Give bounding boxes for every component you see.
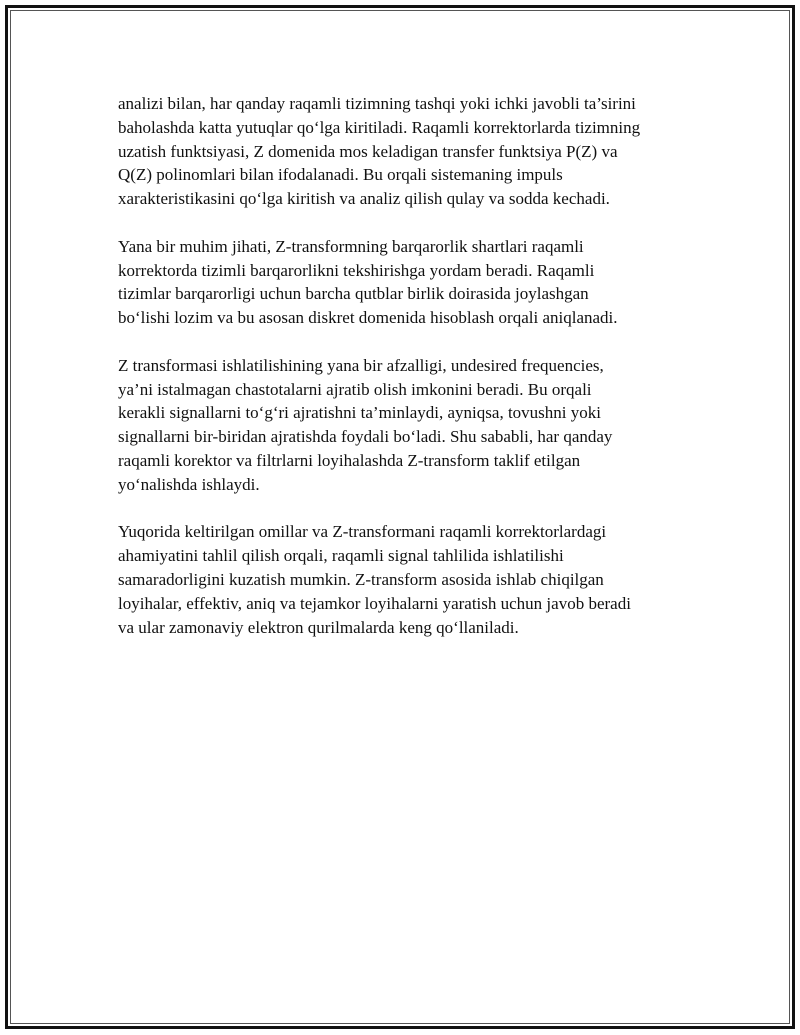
text-line: Q(Z) polinomlari bilan ifodalanadi. Bu orqali sistemaning impuls — [118, 165, 563, 185]
paragraph — [118, 92, 698, 211]
paragraph — [118, 520, 698, 639]
text-line: uzatish funktsiyasi, Z domenida mos keladigan transfer funktsiya P(Z) va — [118, 141, 618, 161]
text-line: Yuqorida keltirilgan omillar va Z-transformani raqamli korrektorlardagi — [118, 522, 607, 542]
text-line: va ular zamonaviy elektron qurilmalarda keng qo‘llaniladi. — [118, 617, 519, 637]
text-line: xarakteristikasini qo‘lga kiritish va analiz qilish qulay va sodda kechadi. — [118, 189, 610, 209]
text-line: ahamiyatini tahlil qilish orqali, raqamli signal tahlilida ishlatilishi — [118, 546, 564, 566]
text-line: Yana bir muhim jihati, Z-transformning barqarorlik shartlari raqamli — [118, 236, 584, 256]
text-line: samaradorligini kuzatish mumkin. Z-transform asosida ishlab chiqilgan — [118, 569, 604, 589]
text-line: ya’ni istalmagan chastotalarni ajratib olish imkonini beradi. Bu orqali — [118, 379, 592, 399]
document-body — [118, 92, 698, 663]
text-line: yo‘nalishda ishlaydi. — [118, 474, 260, 494]
text-line: tizimlar barqarorligi uchun barcha qutblar birlik doirasida joylashgan — [118, 284, 589, 304]
text-line: kerakli signallarni to‘g‘ri ajratishni ta’minlaydi, ayniqsa, tovushni yoki — [118, 403, 601, 423]
text-line: bo‘lishi lozim va bu asosan diskret domenida hisoblash orqali aniqlanadi. — [118, 308, 618, 328]
text-line: signallarni bir-biridan ajratishda foydali bo‘ladi. Shu sababli, har qanday — [118, 427, 613, 447]
text-line: analizi bilan, har qanday raqamli tizimning tashqi yoki ichki javobli ta’sirini — [118, 94, 636, 113]
paragraph — [118, 235, 698, 330]
text-line: Z transformasi ishlatilishining yana bir afzalligi, undesired frequencies, — [118, 355, 604, 375]
text-line: baholashda katta yutuqlar qo‘lga kiritiladi. Raqamli korrektorlarda tizimning — [118, 117, 641, 137]
text-line: raqamli korektor va filtrlarni loyihalashda Z-transform taklif etilgan — [118, 450, 581, 470]
text-line: korrektorda tizimli barqarorlikni tekshirishga yordam beradi. Raqamli — [118, 260, 595, 280]
text-line: loyihalar, effektiv, aniq va tejamkor loyihalarni yaratish uchun javob beradi — [118, 593, 631, 613]
paragraph — [118, 354, 698, 497]
